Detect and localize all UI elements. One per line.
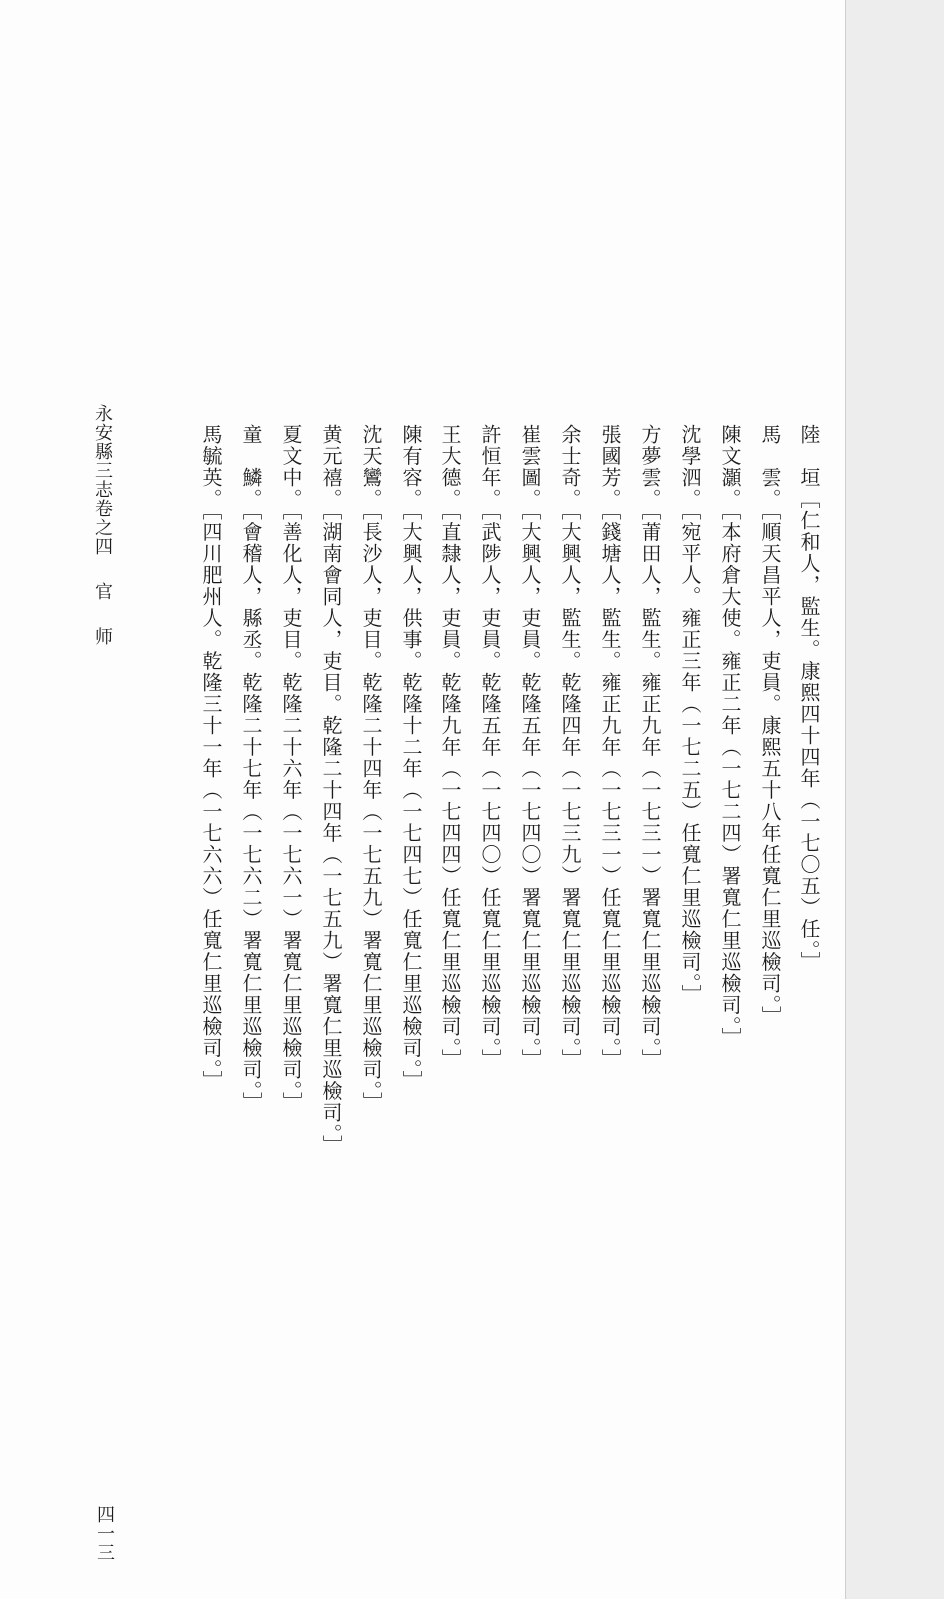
official-entry	[142, 424, 222, 1092]
official-name: 沈學泗	[678, 424, 702, 489]
official-note: 。［湖南會同人，吏目。乾隆二十四年（一七五九）署寬仁里巡檢司。］	[319, 488, 343, 1157]
official-name: 陳有容	[399, 424, 423, 489]
official-note: 。［大興人，供事。乾隆十二年（一七四七）任寬仁里巡檢司。］	[399, 488, 423, 1092]
official-name: 童 鱗	[239, 424, 263, 489]
official-note: 。［順天昌平人，吏員。康熙五十八年任寬仁里巡檢司。］	[758, 488, 782, 1028]
official-name: 夏文中	[279, 424, 303, 489]
official-name: 陳文灝	[718, 424, 742, 489]
official-note: 。［長沙人，吏目。乾隆二十四年（一七五九）署寬仁里巡檢司。］	[359, 488, 383, 1114]
official-name: 黄元禧	[319, 424, 343, 489]
official-note: 。［錢塘人，監生。雍正九年（一七三一）任寬仁里巡檢司。］	[598, 488, 622, 1071]
official-name: 余士奇	[558, 424, 582, 489]
official-name: 王大德	[438, 424, 462, 489]
book-title: 永安縣三志卷之四	[92, 404, 113, 556]
official-note: 。［本府倉大使。雍正二年（一七二四）署寬仁里巡檢司。］	[718, 488, 742, 1049]
official-name: 陸 垣	[797, 424, 821, 489]
running-header	[92, 404, 112, 646]
official-name: 方夢雲	[638, 424, 662, 489]
official-note: 。［武陟人，吏員。乾隆五年（一七四〇）任寬仁里巡檢司。］	[478, 488, 502, 1071]
official-name: 崔雲圖	[518, 424, 542, 489]
official-name: 張國芳	[598, 424, 622, 489]
official-name: 沈天鸞	[359, 424, 383, 489]
scan-margin-shadow	[845, 0, 944, 1599]
official-note: 。［四川肥州人。乾隆三十一年（一七六六）任寬仁里巡檢司。］	[199, 488, 223, 1092]
official-note: 。［大興人，監生。乾隆四年（一七三九）署寬仁里巡檢司。］	[558, 488, 582, 1071]
official-note: 。［善化人，吏目。乾隆二十六年（一七六一）署寬仁里巡檢司。］	[279, 488, 303, 1114]
section-title-2: 师	[92, 627, 113, 646]
official-note: 。［宛平人。雍正三年（一七二五）任寬仁里巡檢司。］	[678, 488, 702, 1006]
section-title: 官	[92, 582, 113, 601]
official-note: 。［莆田人，監生。雍正九年（一七三一）署寬仁里巡檢司。］	[638, 488, 662, 1071]
official-name: 許恒年	[478, 424, 502, 489]
official-note: 。［直隸人，吏員。乾隆九年（一七四四）任寬仁里巡檢司。］	[438, 488, 462, 1071]
official-note: 。［大興人，吏員。乾隆五年（一七四〇）署寬仁里巡檢司。］	[518, 488, 542, 1071]
official-name: 馬 雲	[758, 424, 782, 489]
official-note: ［仁和人，監生。康熙四十四年（一七〇五）任。］	[797, 488, 821, 973]
official-note: 。［會稽人，縣丞。乾隆二十七年（一七六二）署寬仁里巡檢司。］	[239, 488, 263, 1114]
official-name: 馬毓英	[199, 424, 223, 489]
page-number: 四一三	[94, 1505, 115, 1562]
